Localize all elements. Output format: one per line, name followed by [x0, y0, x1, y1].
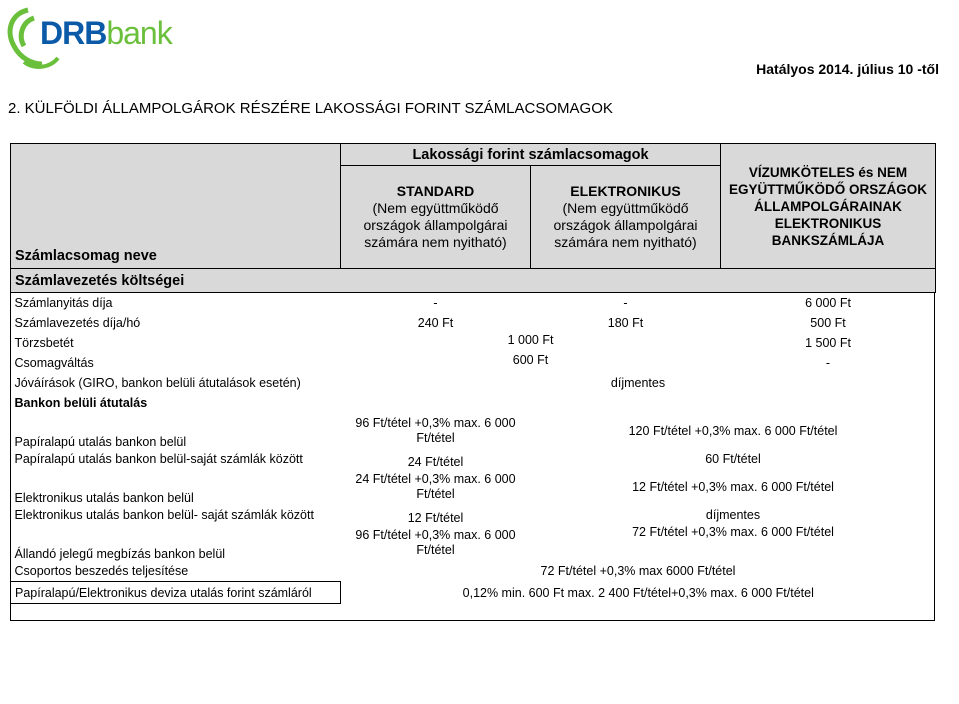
cell-rest: 12 Ft/tétel +0,3% max. 6 000 Ft/tétel — [632, 480, 834, 494]
table-row — [11, 449, 936, 469]
table-row — [11, 582, 936, 604]
cell-elektronikus: - — [623, 296, 628, 310]
cell-all: 0,12% min. 600 Ft max. 2 400 Ft/tétel+0,3% max. 6 000 Ft/tétel — [462, 585, 814, 600]
cell-vizum: 500 Ft — [810, 316, 846, 330]
fee-table — [10, 143, 936, 604]
brand-wordmark — [40, 15, 172, 52]
cell-rest: 120 Ft/tétel +0,3% max. 6 000 Ft/tétel — [628, 424, 838, 438]
col-elektronikus-sub: (Nem együttműködő országok állampolgárai számára nem nyitható) — [553, 200, 698, 250]
table-row — [11, 469, 936, 505]
table-row — [11, 373, 936, 393]
row-label: Elektronikus utalás bankon belül — [14, 491, 194, 505]
package-name-header — [11, 144, 341, 269]
table-row — [11, 561, 936, 582]
col-standard-header — [341, 166, 531, 269]
table-row — [11, 413, 936, 449]
col-standard-sub: (Nem együttműködő országok állampolgárai számára nem nyitható) — [363, 200, 508, 250]
cell-standard: 24 Ft/tétel — [407, 455, 464, 469]
table-row — [11, 525, 936, 561]
row-header-name: Számlacsomag neve — [15, 248, 157, 264]
cell-standard: 12 Ft/tétel — [407, 511, 464, 525]
row-label: Jóváírások (GIRO, bankon belüli átutalások esetén) — [14, 376, 301, 390]
row-label: Törzsbetét — [14, 336, 74, 350]
cell-standard: 240 Ft — [417, 316, 454, 330]
brand-name-1: DRB — [40, 15, 107, 51]
table-row — [11, 313, 936, 333]
cell-rest: díjmentes — [705, 508, 761, 522]
group-header: Lakossági forint számlacsomagok — [341, 144, 721, 166]
row-label: Állandó jelegű megbízás bankon belül — [14, 547, 226, 561]
row-label: Számlavezetés díja/hó — [14, 316, 141, 330]
row-label: Papíralapú/Elektronikus deviza utalás forint számláról — [11, 582, 341, 604]
cell-vizum: 6 000 Ft — [805, 296, 851, 310]
row-label: Bankon belüli átutalás — [14, 396, 148, 410]
brand-name-2: bank — [106, 15, 172, 51]
row-label: Csoportos beszedés teljesítése — [14, 564, 189, 578]
cell-all: díjmentes — [610, 376, 666, 390]
cost-header: Számlavezetés költségei — [11, 269, 936, 293]
table-row — [11, 353, 936, 373]
row-label: Elektronikus utalás bankon belül- saját számlák között — [14, 508, 314, 522]
cell-standard: 96 Ft/tétel +0,3% max. 6 000 Ft/tétel — [355, 416, 516, 445]
cell-all: 72 Ft/tétel +0,3% max 6000 Ft/tétel — [540, 564, 736, 579]
cell-rest: 60 Ft/tétel — [705, 452, 761, 466]
table-row — [11, 505, 936, 525]
row-label: Papíralapú utalás bankon belül — [14, 435, 187, 449]
table-row — [11, 333, 936, 353]
cell-vizum: - — [825, 356, 831, 370]
col-vizum-header: VÍZUMKÖTELES és NEM EGYÜTTMŰKÖDŐ ORSZÁGOK ÁLLAMPOLGÁRAINAK ELEKTRONIKUS BANKSZÁMLÁJA — [721, 144, 936, 269]
cell-standard: 96 Ft/tétel +0,3% max. 6 000 Ft/tétel — [355, 528, 516, 557]
cell-vizum: 1 500 Ft — [805, 336, 851, 350]
row-label: Számlanyitás díja — [14, 296, 113, 310]
section-title: 2. KÜLFÖLDI ÁLLAMPOLGÁROK RÉSZÉRE LAKOSSÁGI FORINT SZÁMLACSOMAGOK — [8, 100, 613, 117]
cell-standard-elektronikus: 600 Ft — [512, 353, 549, 367]
col-standard-title: STANDARD — [396, 183, 475, 199]
cell-standard-elektronikus: 1 000 Ft — [507, 333, 554, 347]
cell-standard: - — [433, 296, 438, 310]
cell-elektronikus: 180 Ft — [607, 316, 644, 330]
col-elektronikus-title: ELEKTRONIKUS — [570, 183, 681, 199]
cell-standard: 24 Ft/tétel +0,3% max. 6 000 Ft/tétel — [355, 472, 516, 501]
row-label: Papíralapú utalás bankon belül-saját számlák között — [14, 452, 303, 466]
table-row — [11, 293, 936, 314]
cell-rest: 72 Ft/tétel +0,3% max. 6 000 Ft/tétel — [632, 525, 834, 539]
row-label: Csomagváltás — [14, 356, 94, 370]
col-elektronikus-header — [531, 166, 721, 269]
table-row — [11, 393, 936, 413]
effective-date: Hatályos 2014. július 10 -től — [756, 61, 939, 77]
